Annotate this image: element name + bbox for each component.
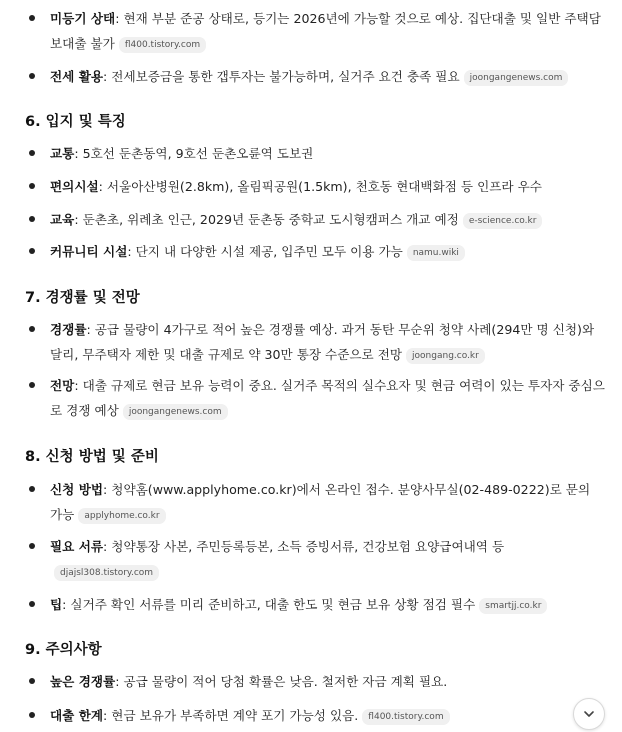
item-label: 신청 방법 bbox=[50, 482, 104, 497]
citation-chip[interactable]: joongang.co.kr bbox=[406, 348, 485, 364]
citation-chip[interactable]: smartjj.co.kr bbox=[479, 598, 547, 614]
bullet bbox=[29, 248, 35, 254]
bullet bbox=[29, 326, 35, 332]
bullet bbox=[29, 543, 35, 549]
bullet bbox=[29, 216, 35, 222]
item-text: : 청약통장 사본, 주민등록등본, 소득 증빙서류, 건강보험 요양급여내역 등 bbox=[103, 539, 505, 554]
item-text: : 현재 부분 준공 상태로, 등기는 2026년에 가능할 것으로 예상. 집단대출 및 일반 주택담보대출 불가 bbox=[50, 11, 601, 51]
item-label: 미등기 상태 bbox=[50, 11, 116, 26]
bullet bbox=[29, 486, 35, 492]
bullet bbox=[29, 601, 35, 607]
chevron-down-icon bbox=[582, 707, 596, 721]
list-item bbox=[50, 477, 606, 527]
item-text: : 전세보증금을 통한 갭투자는 불가능하며, 실거주 요건 충족 필요 bbox=[103, 69, 460, 84]
item-text: : 둔촌초, 위례초 인근, 2029년 둔촌동 중학교 도시형캠퍼스 개교 예정 bbox=[74, 212, 459, 227]
bullet bbox=[29, 150, 35, 156]
bullet bbox=[29, 382, 35, 388]
item-label: 높은 경쟁률 bbox=[50, 674, 116, 689]
item-label: 교육 bbox=[50, 212, 75, 227]
item-label: 전세 활용 bbox=[50, 69, 104, 84]
item-text: : 공급 물량이 4가구로 적어 높은 경쟁률 예상. 과거 동탄 무순위 청약 사례(294만 명 신청)와 달리, 무주택자 제한 및 대출 규제로 약 30만 통장 수준으로 전망 bbox=[50, 322, 595, 362]
item-text: : 서울아산병원(2.8km), 올림픽공원(1.5km), 천호동 현대백화점 등 인프라 우수 bbox=[98, 179, 542, 194]
item-label: 필요 서류 bbox=[50, 539, 104, 554]
scroll-down-button[interactable] bbox=[573, 698, 605, 730]
bullet bbox=[29, 15, 35, 21]
bullet bbox=[29, 678, 35, 684]
bullet bbox=[29, 73, 35, 79]
item-text: : 실거주 확인 서류를 미리 준비하고, 대출 한도 및 현금 보유 상황 점검 필수 bbox=[62, 597, 476, 612]
item-label: 교통 bbox=[50, 146, 75, 161]
list-item bbox=[50, 592, 606, 617]
item-label: 경쟁률 bbox=[50, 322, 87, 337]
section-heading: 8. 신청 방법 및 준비 bbox=[25, 449, 159, 465]
list-item bbox=[50, 64, 606, 89]
item-text: : 5호선 둔촌동역, 9호선 둔촌오륜역 도보권 bbox=[74, 146, 314, 161]
list-item bbox=[50, 669, 606, 694]
citation-chip[interactable]: joongangenews.com bbox=[123, 404, 228, 420]
item-label: 전망 bbox=[50, 378, 75, 393]
item-text: : 단지 내 다양한 시설 제공, 입주민 모두 이용 가능 bbox=[127, 244, 403, 259]
list-item bbox=[50, 207, 606, 232]
item-text: : 대출 규제로 현금 보유 능력이 중요. 실거주 목적의 실수요자 및 현금 여력이 있는 투자자 중심으로 경쟁 예상 bbox=[50, 378, 605, 418]
item-label: 커뮤니티 시설 bbox=[50, 244, 128, 259]
citation-chip[interactable]: fl400.tistory.com bbox=[119, 37, 206, 53]
list-item bbox=[50, 174, 606, 199]
section-heading: 6. 입지 및 특징 bbox=[25, 114, 126, 130]
citation-chip[interactable]: djajsl308.tistory.com bbox=[54, 565, 159, 581]
list-item bbox=[50, 534, 606, 584]
list-item bbox=[50, 703, 606, 728]
list-item bbox=[50, 239, 606, 264]
citation-chip[interactable]: joongangenews.com bbox=[464, 70, 569, 86]
item-label: 대출 한계 bbox=[50, 708, 104, 723]
citation-chip[interactable]: e-science.co.kr bbox=[463, 213, 543, 229]
citation-chip[interactable]: fl400.tistory.com bbox=[362, 709, 449, 725]
list-item bbox=[50, 317, 606, 367]
bullet bbox=[29, 183, 35, 189]
list-item bbox=[50, 373, 606, 423]
section-heading: 9. 주의사항 bbox=[25, 642, 102, 658]
citation-chip[interactable]: namu.wiki bbox=[407, 245, 465, 261]
citation-chip[interactable]: applyhome.co.kr bbox=[78, 508, 165, 524]
list-item bbox=[50, 6, 606, 56]
item-label: 편의시설 bbox=[50, 179, 99, 194]
list-item bbox=[50, 141, 606, 166]
item-label: 팁 bbox=[50, 597, 63, 612]
item-text: : 현금 보유가 부족하면 계약 포기 가능성 있음. bbox=[103, 708, 359, 723]
item-text: : 공급 물량이 적어 당첨 확률은 낮음. 철저한 자금 계획 필요. bbox=[115, 674, 448, 689]
bullet bbox=[29, 712, 35, 718]
item-text: : 청약홈(www.applyhome.co.kr)에서 온라인 접수. 분양사무실(02-489-0222)로 문의 가능 bbox=[50, 482, 591, 522]
section-heading: 7. 경쟁률 및 전망 bbox=[25, 290, 140, 306]
